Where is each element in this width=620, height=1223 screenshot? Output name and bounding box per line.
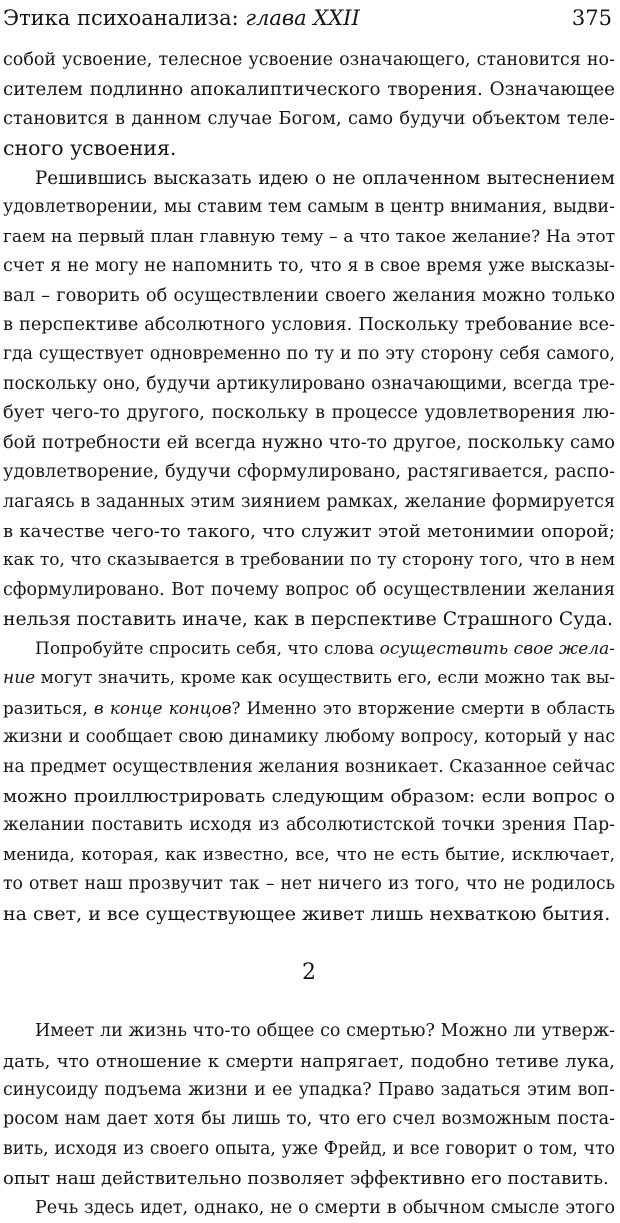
emphasis: в конце концов [93,697,232,718]
book-title: Этика психоанализа: [3,6,246,30]
body-text [3,46,615,1223]
text-line: росом нам дает хотя бы лишь то, что его счел возможным поста- [3,1109,615,1130]
running-title [3,3,360,33]
text-run: Попробуйте спросить себя, что слова [35,638,380,659]
paragraph-4 [3,1017,615,1194]
text-line: Решившись высказать идею о не оплаченном вытеснением [35,167,615,189]
text-line: желании поставить исходя из абсолютистской точки зрения Пар- [3,815,615,836]
text-line: в перспективе абсолютного условия. Поскольку требование все- [3,314,615,335]
text-line: дать, что отношение к смерти напрягает, подобно тетиве лука, [3,1050,615,1072]
text-line: становится в данном случае Богом, само будучи объектом теле- [3,108,615,129]
text-line: гда существует одновременно по ту и по эту сторону себя самого, [3,344,615,365]
text-line: сформулировано. Вот почему вопрос об осуществлении желания [3,579,615,600]
text-line: жизни и сообщает свою динамику любому вопросу, который у нас [3,727,615,748]
emphasis: осуществить свое жела- [379,638,615,659]
text-line: вал – говорить об осуществлении своего желания можно только [3,285,615,306]
text-line: вить, исходя из своего опыта, уже Фрейд, и все говорит о том, что [3,1138,615,1159]
text-line: менида, которая, как известно, все, что не есть бытие, исключает, [3,844,615,865]
text-line: Имеет ли жизнь что-то общее со смертью? Можно ли утверж- [35,1021,615,1042]
text-line: гаем на первый план главную тему – а что такое желание? На этот [3,226,615,247]
text-line: удовлетворении, мы ставим тем самым в центр внимания, выдви- [3,197,615,218]
text-line: на свет, и все существующее живет лишь нехваткою бытия. [3,902,611,925]
text-line: сного усвоения. [3,136,177,161]
text-line: то ответ наш прозвучит так – нет ничего из того, что не родилось [3,874,615,895]
text-line: как то, что сказывается в требовании по ту сторону того, что в нем [3,550,615,571]
text-line [3,635,615,664]
text-line: удовлетворение, будучи сформулировано, растягивается, распо- [3,462,615,483]
chapter-label: глава XXII [245,6,360,30]
text-run: ? Именно это вторжение смерти в область [231,697,615,718]
paragraph-3 [3,635,615,929]
text-line: бой потребности ей всегда нужно что-то другое, поскольку само [3,432,615,453]
text-line: синусоиду подъема жизни и ее упадка? Право задаться этим воп- [3,1080,615,1100]
text-line [3,694,615,723]
text-line [3,664,615,693]
text-line: опыт наш действительно позволяет эффективно его поставить. [3,1168,609,1190]
paragraph-5 [3,1194,615,1223]
text-line: бует чего-то другого, поскольку в процессе удовлетворения лю- [3,403,615,424]
text-line: на предмет осуществления желания возникает. Сказанное сейчас [3,756,615,777]
emphasis: ние [3,668,36,689]
text-run: разиться, [3,697,94,718]
text-line: собой усвоение, телесное усвоение означающего, становится но- [3,50,615,70]
paragraph-1 [3,46,615,164]
text-line: счет я не могу не напомнить то, что я в свое время уже высказы- [3,256,615,277]
text-line: лагаясь в заданных этим зиянием рамках, желание формируется [3,491,615,512]
text-run: могут значить, кроме как осуществить его, если можно так вы- [35,668,615,689]
section-number: 2 [302,960,316,986]
text-line: в качестве чего-то такого, что служит этой метонимии опорой; [3,521,615,542]
text-line: нельзя поставить иначе, как в перспективе Страшного Суда. [3,609,613,631]
text-line: сителем подлинно апокалиптического творения. Означающее [3,79,615,101]
running-header [3,3,612,33]
text-line: поскольку оно, будучи артикулировано означающими, всегда тре- [3,373,615,394]
text-line: можно проиллюстрировать следующим образом: если вопрос о [3,785,615,807]
page-number: 375 [571,6,612,30]
text-line: Речь здесь идет, однако, не о смерти в обычном смысле этого [35,1197,615,1218]
paragraph-2 [3,164,615,635]
